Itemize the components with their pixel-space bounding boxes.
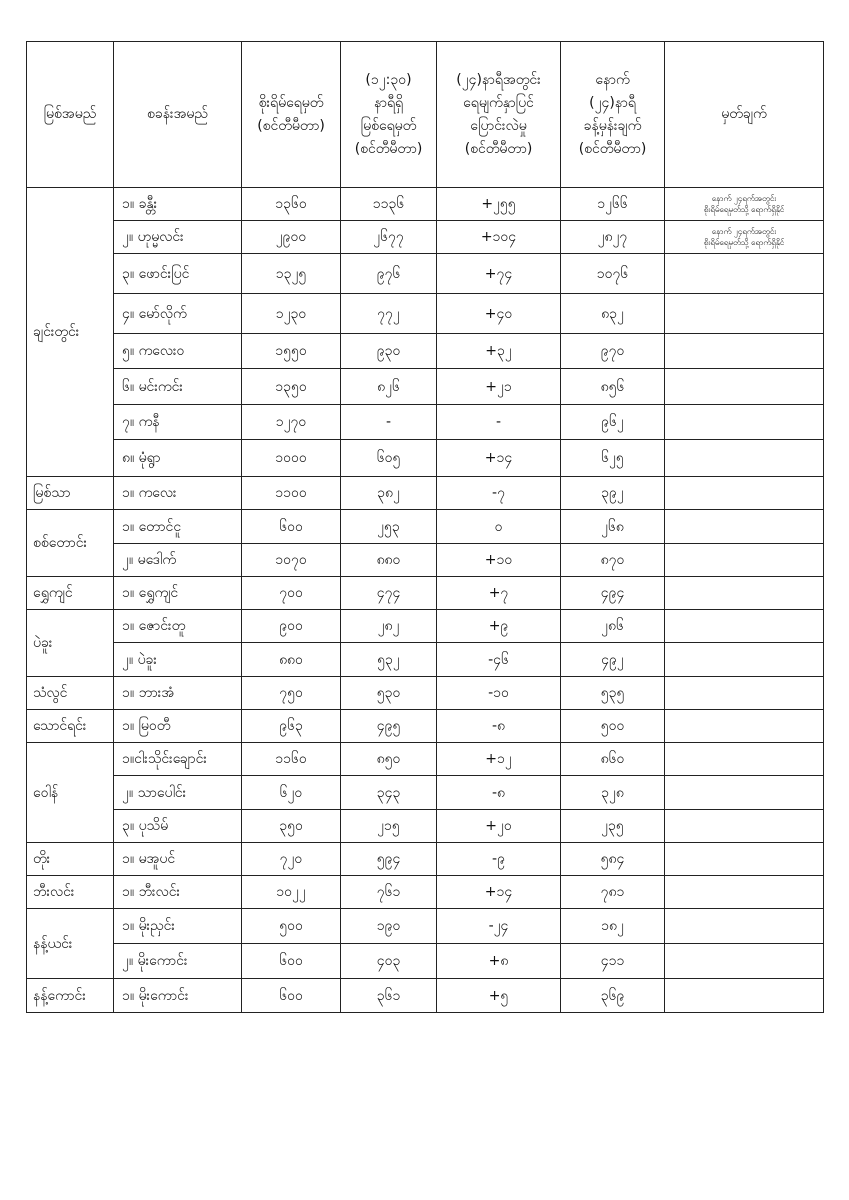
header-line: နောက် xyxy=(595,71,630,88)
table-row xyxy=(27,510,824,544)
danger-level-cell: ၂၉၀၀ xyxy=(242,221,341,254)
today-level-cell: ၁၁၃၆ xyxy=(341,188,437,221)
river-name-cell: စစ်တောင်း xyxy=(27,510,114,577)
forecast-cell: ၈၇၀ xyxy=(561,544,665,577)
river-name-cell: နန့်ယင်း xyxy=(27,909,114,979)
table-row xyxy=(27,610,824,643)
change-cell: -၄၆ xyxy=(437,643,561,677)
river-name-cell: ဝေါန် xyxy=(27,743,114,843)
header-line: (၂၄)နာရီ xyxy=(589,94,636,111)
change-cell: +၁၀ xyxy=(437,544,561,577)
water-level-table xyxy=(26,41,824,1013)
today-level-cell: ၂၁၅ xyxy=(341,810,437,843)
today-level-cell: ၆၀၅ xyxy=(341,440,437,477)
danger-level-cell: ၇၂၀ xyxy=(242,843,341,876)
table-row xyxy=(27,334,824,369)
forecast-cell: ၁၀၇၆ xyxy=(561,254,665,294)
header-remarks: မှတ်ချက် xyxy=(665,42,824,188)
remark-cell xyxy=(665,477,824,510)
danger-level-cell: ၁၃၅၀ xyxy=(242,369,341,405)
header-danger-level xyxy=(242,42,341,188)
danger-level-cell: ၁၀၂၂ xyxy=(242,876,341,909)
station-name-cell: ၁။ ကလေး xyxy=(114,477,242,510)
danger-level-cell: ၉၀၀ xyxy=(242,610,341,643)
remark-cell xyxy=(665,979,824,1013)
forecast-cell: ၉၆၂ xyxy=(561,405,665,440)
remark-cell xyxy=(665,334,824,369)
remark-cell xyxy=(665,677,824,710)
remark-cell xyxy=(665,710,824,743)
remark-cell xyxy=(665,643,824,677)
change-cell: -၈ xyxy=(437,710,561,743)
table-row xyxy=(27,876,824,909)
table-body xyxy=(27,188,824,1013)
danger-level-cell: ၇၀၀ xyxy=(242,577,341,610)
table-row xyxy=(27,254,824,294)
forecast-cell: ၂၈၆ xyxy=(561,610,665,643)
table-row xyxy=(27,294,824,334)
header-line: (စင်တီမီတာ) xyxy=(464,140,533,157)
remark-cell xyxy=(665,369,824,405)
danger-level-cell: ၁၃၆၀ xyxy=(242,188,341,221)
change-cell: +၂၅၅ xyxy=(437,188,561,221)
today-level-cell: ၂၅၃ xyxy=(341,510,437,544)
table-row xyxy=(27,710,824,743)
remark-cell xyxy=(665,944,824,979)
table-row xyxy=(27,405,824,440)
station-name-cell: ၂။ မဒေါက် xyxy=(114,544,242,577)
today-level-cell: ၄၀၃ xyxy=(341,944,437,979)
table-row xyxy=(27,677,824,710)
remark-cell xyxy=(665,743,824,776)
river-name-cell: နန့်ကောင်း xyxy=(27,979,114,1013)
forecast-cell: ၅၃၅ xyxy=(561,677,665,710)
remark-cell xyxy=(665,405,824,440)
table-row xyxy=(27,909,824,944)
change-cell: +၁၂ xyxy=(437,743,561,776)
station-name-cell: ၁။ မိုးညှင်း xyxy=(114,909,242,944)
danger-level-cell: ၁၂၃၀ xyxy=(242,294,341,334)
remark-cell xyxy=(665,188,824,221)
today-level-cell: ၅၉၄ xyxy=(341,843,437,876)
header-line: ရေမျက်နှာပြင် xyxy=(463,94,534,111)
forecast-cell: ၂၃၅ xyxy=(561,810,665,843)
forecast-cell: ၁၂၆၆ xyxy=(561,188,665,221)
station-name-cell: ၂။ မိုးကောင်း xyxy=(114,944,242,979)
change-cell: +၂၁ xyxy=(437,369,561,405)
today-level-cell: ၂၆၇၇ xyxy=(341,221,437,254)
station-name-cell: ၁။ မြဝတီ xyxy=(114,710,242,743)
header-line: (စင်တီမီတာ) xyxy=(354,140,423,157)
danger-level-cell: ၅၀၀ xyxy=(242,909,341,944)
change-cell: ၀ xyxy=(437,510,561,544)
header-line: (စင်တီမီတာ) xyxy=(578,140,647,157)
remark-cell xyxy=(665,876,824,909)
danger-level-cell: ၁၅၅၀ xyxy=(242,334,341,369)
station-name-cell: ၁။ ဇောင်းတူ xyxy=(114,610,242,643)
danger-level-cell: ၆၂၀ xyxy=(242,776,341,810)
change-cell: - xyxy=(437,405,561,440)
danger-level-cell: ၇၅၀ xyxy=(242,677,341,710)
today-level-cell: ၁၉၀ xyxy=(341,909,437,944)
table-row xyxy=(27,944,824,979)
today-level-cell: ၉၃၀ xyxy=(341,334,437,369)
header-line: (၂၄)နာရီအတွင်း xyxy=(456,71,541,88)
change-cell: +၁၄ xyxy=(437,440,561,477)
forecast-cell: ၂၈၂၇ xyxy=(561,221,665,254)
today-level-cell: - xyxy=(341,405,437,440)
forecast-cell: ၃၉၂ xyxy=(561,477,665,510)
header-line: နာရီရှိ xyxy=(373,94,404,111)
table-row xyxy=(27,369,824,405)
change-cell: +၈ xyxy=(437,944,561,979)
table-row xyxy=(27,577,824,610)
table-row xyxy=(27,810,824,843)
forecast-cell: ၄၉၄ xyxy=(561,577,665,610)
header-line: မြစ်ရေမှတ် xyxy=(360,117,417,134)
remark-cell xyxy=(665,577,824,610)
remark-cell xyxy=(665,610,824,643)
station-name-cell: ၁။ မအူပင် xyxy=(114,843,242,876)
today-level-cell: ၈၅၀ xyxy=(341,743,437,776)
danger-level-cell: ၆၀၀ xyxy=(242,510,341,544)
forecast-cell: ၈၅၆ xyxy=(561,369,665,405)
remark-cell xyxy=(665,843,824,876)
today-level-cell: ၄၇၄ xyxy=(341,577,437,610)
river-name-cell: တိုး xyxy=(27,843,114,876)
change-cell: +၄၀ xyxy=(437,294,561,334)
forecast-cell: ၉၇၀ xyxy=(561,334,665,369)
change-cell: -၁၀ xyxy=(437,677,561,710)
danger-level-cell: ၆၀၀ xyxy=(242,979,341,1013)
table-row xyxy=(27,843,824,876)
today-level-cell: ၇၆၁ xyxy=(341,876,437,909)
forecast-cell: ၄၁၁ xyxy=(561,944,665,979)
table-row xyxy=(27,979,824,1013)
change-cell: -၂၄ xyxy=(437,909,561,944)
remark-line: နောက် ၂၄ရက်အတွင်း xyxy=(711,227,777,236)
forecast-cell: ၆၂၅ xyxy=(561,440,665,477)
forecast-cell: ၄၉၂ xyxy=(561,643,665,677)
river-name-cell: ဘီးလင်း xyxy=(27,876,114,909)
station-name-cell: ၁။ ဘီးလင်း xyxy=(114,876,242,909)
station-name-cell: ၃။ ပုသိမ် xyxy=(114,810,242,843)
header-line: (၁၂:၃၀) xyxy=(365,71,412,88)
today-level-cell: ၂၈၂ xyxy=(341,610,437,643)
table-row xyxy=(27,776,824,810)
station-name-cell: ၁။ ရွှေကျင် xyxy=(114,577,242,610)
today-level-cell: ၃၄၃ xyxy=(341,776,437,810)
danger-level-cell: ၆၀၀ xyxy=(242,944,341,979)
change-cell: +၇ xyxy=(437,577,561,610)
station-name-cell: ၆။ မင်းကင်း xyxy=(114,369,242,405)
change-cell: -၇ xyxy=(437,477,561,510)
header-station: စခန်းအမည် xyxy=(114,42,242,188)
forecast-cell: ၅၈၄ xyxy=(561,843,665,876)
remark-cell xyxy=(665,254,824,294)
remark-cell xyxy=(665,544,824,577)
station-name-cell: ၁။ တောင်ငူ xyxy=(114,510,242,544)
table-row xyxy=(27,743,824,776)
today-level-cell: ၉၇၆ xyxy=(341,254,437,294)
station-name-cell: ၁။ ခန္တီး xyxy=(114,188,242,221)
river-name-cell: သံလွင် xyxy=(27,677,114,710)
change-cell: +၉ xyxy=(437,610,561,643)
change-cell: -၉ xyxy=(437,843,561,876)
header-line: စိုးရိမ်ရေမှတ် xyxy=(258,94,324,111)
today-level-cell: ၄၉၅ xyxy=(341,710,437,743)
remark-cell xyxy=(665,810,824,843)
danger-level-cell: ၁၀၀၀ xyxy=(242,440,341,477)
remark-cell xyxy=(665,776,824,810)
station-name-cell: ၁။ ဘားအံ xyxy=(114,677,242,710)
station-name-cell: ၈။ မုံရွာ xyxy=(114,440,242,477)
today-level-cell: ၈၂၆ xyxy=(341,369,437,405)
river-name-cell: မြစ်သာ xyxy=(27,477,114,510)
forecast-cell: ၁၈၂ xyxy=(561,909,665,944)
danger-level-cell: ၁၀၇၀ xyxy=(242,544,341,577)
danger-level-cell: ၁၃၂၅ xyxy=(242,254,341,294)
today-level-cell: ၅၃၂ xyxy=(341,643,437,677)
station-name-cell: ၄။ မော်လိုက် xyxy=(114,294,242,334)
remark-cell xyxy=(665,221,824,254)
danger-level-cell: ၁၁၀၀ xyxy=(242,477,341,510)
table-row xyxy=(27,440,824,477)
header-24h-change xyxy=(437,42,561,188)
danger-level-cell: ၉၆၃ xyxy=(242,710,341,743)
station-name-cell: ၅။ ကလေးဝ xyxy=(114,334,242,369)
remark-cell xyxy=(665,294,824,334)
station-name-cell: ၁။ငါးသိုင်းချောင်း xyxy=(114,743,242,776)
change-cell: +၃၂ xyxy=(437,334,561,369)
change-cell: +၇၄ xyxy=(437,254,561,294)
change-cell: +၂၀ xyxy=(437,810,561,843)
today-level-cell: ၃၆၁ xyxy=(341,979,437,1013)
forecast-cell: ၇၈၁ xyxy=(561,876,665,909)
river-name-cell: ချင်းတွင်း xyxy=(27,188,114,477)
remark-cell xyxy=(665,440,824,477)
forecast-cell: ၈၆၀ xyxy=(561,743,665,776)
remark-line: စိုးရိမ်ရေမှတ်သို့ ရောက်ရှိနိုင် xyxy=(703,205,785,214)
station-name-cell: ၃။ ဖောင်းပြင် xyxy=(114,254,242,294)
table-row xyxy=(27,477,824,510)
station-name-cell: ၁။ မိုးကောင်း xyxy=(114,979,242,1013)
forecast-cell: ၂၆၈ xyxy=(561,510,665,544)
change-cell: +၁၀၄ xyxy=(437,221,561,254)
danger-level-cell: ၃၅၀ xyxy=(242,810,341,843)
station-name-cell: ၂။ ပဲခူး xyxy=(114,643,242,677)
today-level-cell: ၈၈၀ xyxy=(341,544,437,577)
table-row xyxy=(27,544,824,577)
header-line: ပြောင်းလဲမှု xyxy=(470,117,527,134)
river-name-cell: ရွှေကျင် xyxy=(27,577,114,610)
forecast-cell: ၃၆၉ xyxy=(561,979,665,1013)
table-row xyxy=(27,188,824,221)
river-name-cell: ပဲခူး xyxy=(27,610,114,677)
change-cell: +၅ xyxy=(437,979,561,1013)
remark-cell xyxy=(665,909,824,944)
today-level-cell: ၃၈၂ xyxy=(341,477,437,510)
header-line: (စင်တီမီတာ) xyxy=(257,117,325,134)
river-name-cell: သောင်ရင်း xyxy=(27,710,114,743)
remark-line: စိုးရိမ်ရေမှတ်သို့ ရောက်ရှိနိုင် xyxy=(703,238,785,247)
danger-level-cell: ၈၈၀ xyxy=(242,643,341,677)
remark-cell xyxy=(665,510,824,544)
table-row xyxy=(27,643,824,677)
danger-level-cell: ၁၂၇၀ xyxy=(242,405,341,440)
change-cell: -၈ xyxy=(437,776,561,810)
danger-level-cell: ၁၁၆၀ xyxy=(242,743,341,776)
header-river: မြစ်အမည် xyxy=(27,42,114,188)
forecast-cell: ၈၃၂ xyxy=(561,294,665,334)
station-name-cell: ၂။ သာပေါင်း xyxy=(114,776,242,810)
forecast-cell: ၃၂၈ xyxy=(561,776,665,810)
remark-line: နောက် ၂၄ရက်အတွင်း xyxy=(711,194,777,203)
header-row xyxy=(27,42,824,188)
today-level-cell: ၇၇၂ xyxy=(341,294,437,334)
table-row xyxy=(27,221,824,254)
header-forecast xyxy=(561,42,665,188)
header-line: ခန့်မှန်းချက် xyxy=(583,117,642,134)
header-today-level xyxy=(341,42,437,188)
today-level-cell: ၅၃၀ xyxy=(341,677,437,710)
station-name-cell: ၂။ ဟုမ္မလင်း xyxy=(114,221,242,254)
station-name-cell: ၇။ ကနီ xyxy=(114,405,242,440)
forecast-cell: ၅၀၀ xyxy=(561,710,665,743)
change-cell: +၁၄ xyxy=(437,876,561,909)
